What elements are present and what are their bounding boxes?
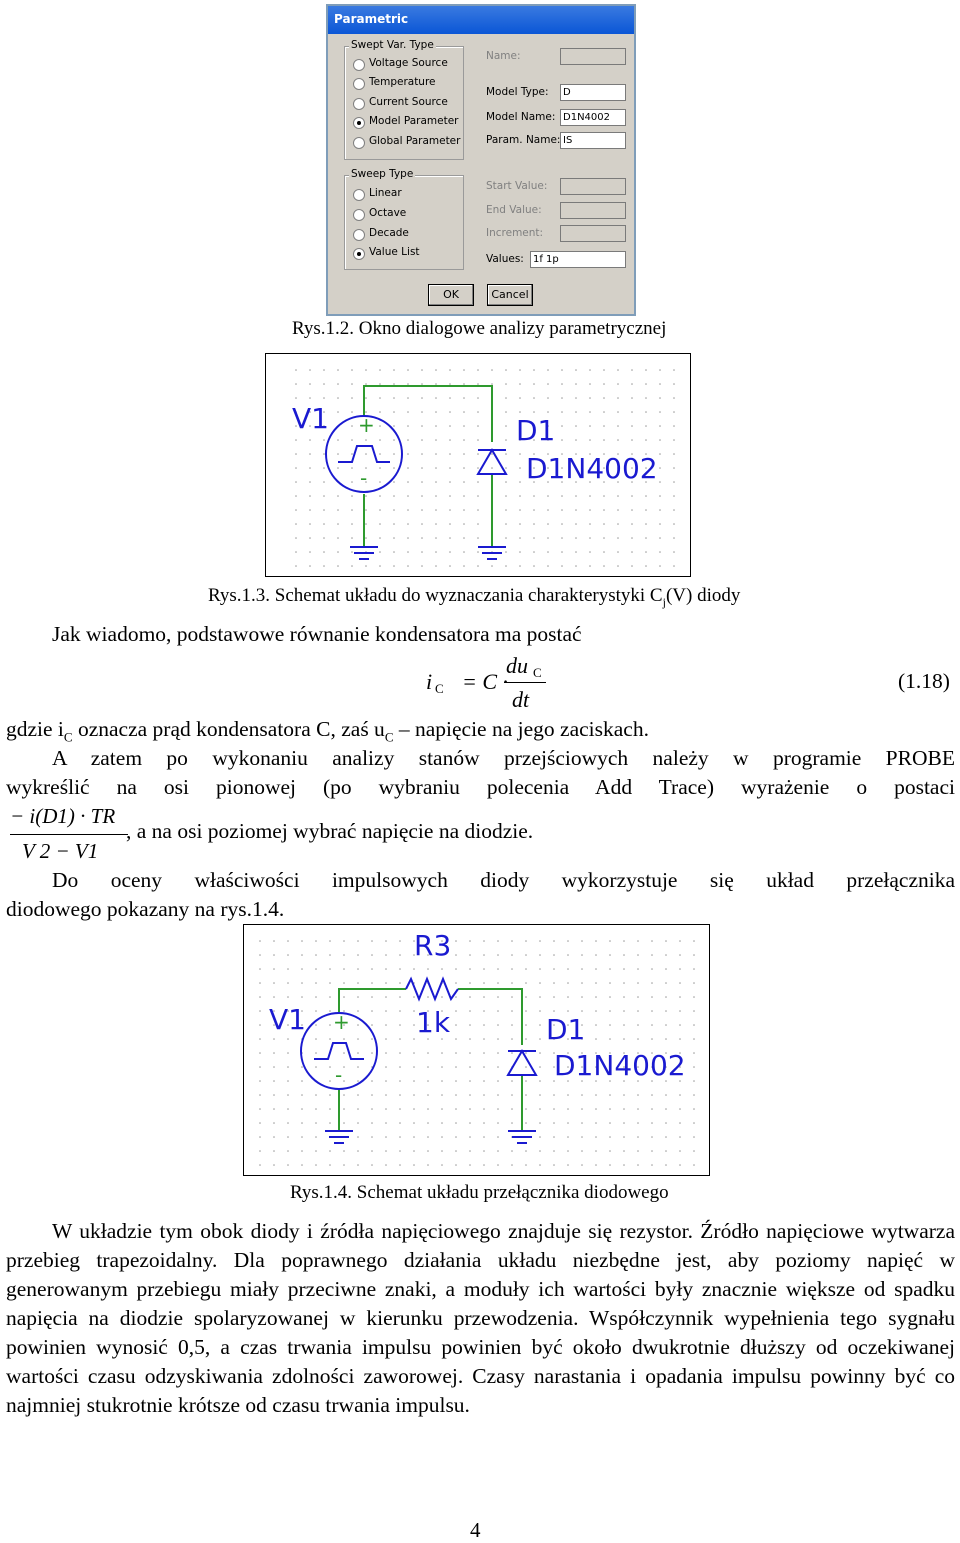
dialog-titlebar xyxy=(328,6,634,34)
schematic-1-drawing xyxy=(266,354,690,576)
svg-text:-: - xyxy=(360,466,368,490)
eq2-numerator: − i(D1) · TR xyxy=(10,804,116,828)
figure-caption-1-2: Rys.1.2. Okno dialogowe analizy parametrycznej xyxy=(292,318,667,339)
fraction-bar xyxy=(504,682,546,683)
svg-text:+: + xyxy=(358,413,375,437)
equation-1-18 xyxy=(426,655,566,717)
increment-label: Increment: xyxy=(486,227,544,239)
label-d1: D1 xyxy=(546,1013,586,1046)
swept-var-group xyxy=(344,39,464,160)
model-type-label: Model Type: xyxy=(486,86,549,98)
values-label: Values: xyxy=(486,253,524,265)
radio-label: Decade xyxy=(369,227,409,239)
para2-line2: diodowego pokazany na rys.1.4. xyxy=(6,897,285,921)
radio-value-list[interactable] xyxy=(353,248,365,260)
t: – napięcie na jego zaciskach. xyxy=(393,717,649,741)
intro-line: Jak wiadomo, podstawowe równanie kondensatora ma postać xyxy=(52,622,582,646)
dialog-title: Parametric xyxy=(334,12,409,26)
label-d1n4002: D1N4002 xyxy=(554,1049,686,1082)
label-v1: V1 xyxy=(292,402,329,435)
radio-label: Temperature xyxy=(369,76,436,88)
svg-text:+: + xyxy=(333,1010,350,1034)
eq2-denominator: V 2 − V1 xyxy=(22,839,99,863)
radio-temperature[interactable] xyxy=(353,78,365,90)
cancel-button[interactable]: Cancel xyxy=(487,284,533,306)
radio-linear[interactable] xyxy=(353,189,365,201)
radio-model-parameter[interactable] xyxy=(353,117,365,129)
t: gdzie i xyxy=(6,717,64,741)
equation-trace-expression xyxy=(6,802,136,868)
page-number: 4 xyxy=(470,1518,481,1542)
caption-sub: j xyxy=(662,594,666,609)
figure-caption-1-3 xyxy=(208,585,740,610)
label-d1n4002: D1N4002 xyxy=(526,452,658,485)
t-sub: C xyxy=(63,729,73,745)
sweep-type-group xyxy=(344,168,464,270)
param-name-label: Param. Name: xyxy=(486,134,561,146)
caption-text: (V) diody xyxy=(665,585,741,606)
parametric-dialog xyxy=(326,4,636,316)
t: oznacza prąd kondensatora C, zaś u xyxy=(72,717,385,741)
model-type-input[interactable]: D xyxy=(560,84,626,101)
radio-label: Model Parameter xyxy=(369,115,459,127)
radio-label: Octave xyxy=(369,207,407,219)
eq-numerator: du xyxy=(506,653,528,678)
radio-octave[interactable] xyxy=(353,209,365,221)
radio-label: Voltage Source xyxy=(369,57,448,69)
schematic-diode-switch xyxy=(243,924,710,1176)
values-input[interactable]: 1f 1p xyxy=(530,251,626,268)
radio-global-parameter[interactable] xyxy=(353,137,365,149)
paragraph-3: W układzie tym obok diody i źródła napięciowego znajduje się rezystor. Źródło napięciowe wytwarza przebieg trapezoidalny. Dla poprawnego działania układu niezbędne jest, aby poziomy napięć w generowanym przebiegu miały przeciwne znaki, a moduły ich wartości były znacznie większe od spadku napięcia na diodzie spolaryzowanej w kierunku przewodzenia. Współczynnik wypełnienia tego sygnału powinien wynosić 0,5, a czas trwania impulsu powinien być około dwukrotnie dłuższy od oczekiwanej wartości czasu odzyskiwania zdolności zaworowej. Czasy narastania i opadania impulsu powinny być co najmniej stukrotnie krótsze od czasu trwania impulsu. xyxy=(6,1219,955,1417)
ok-button[interactable]: OK xyxy=(428,284,474,306)
radio-label: Linear xyxy=(369,187,402,199)
model-name-input[interactable]: D1N4002 xyxy=(560,109,626,126)
label-1k: 1k xyxy=(416,1006,451,1039)
end-value-input xyxy=(560,202,626,219)
para1-after: , a na osi poziomej wybrać napięcie na diodzie. xyxy=(126,819,534,843)
sweep-type-legend: Sweep Type xyxy=(351,168,414,180)
schematic-2-drawing xyxy=(244,925,709,1175)
radio-voltage-source[interactable] xyxy=(353,59,365,71)
fraction-bar xyxy=(10,834,128,835)
eq-lhs-sub: C xyxy=(435,681,444,696)
radio-decade[interactable] xyxy=(353,229,365,241)
radio-current-source[interactable] xyxy=(353,98,365,110)
para2-line1: Do oceny właściwości impulsowych diody wykorzystuje się układ przełącznika xyxy=(52,868,955,892)
start-value-input xyxy=(560,178,626,195)
t-sub: C xyxy=(384,729,394,745)
swept-var-legend: Swept Var. Type xyxy=(351,39,434,51)
svg-text:-: - xyxy=(335,1063,343,1087)
eq-numerator-sub: C xyxy=(533,665,542,680)
para1-line1: A zatem po wykonaniu analizy stanów przejściowych należy w programie PROBE xyxy=(52,746,955,770)
end-value-label: End Value: xyxy=(486,204,542,216)
where-line xyxy=(6,717,649,745)
name-input xyxy=(560,48,626,65)
eq-lhs: i xyxy=(426,669,433,694)
eq-denominator: dt xyxy=(512,687,530,712)
label-v1: V1 xyxy=(269,1003,306,1036)
para1-line2: wykreślić na osi pionowej (po wybraniu polecenia Add Trace) wyrażenie o postaci xyxy=(6,775,955,799)
radio-label: Current Source xyxy=(369,96,448,108)
param-name-input[interactable]: IS xyxy=(560,132,626,149)
schematic-cj-measurement xyxy=(265,353,691,577)
radio-label: Value List xyxy=(369,246,420,258)
eq-sign: = C · xyxy=(462,669,509,694)
radio-label: Global Parameter xyxy=(369,135,461,147)
equation-number: (1.18) xyxy=(898,669,950,693)
increment-input xyxy=(560,225,626,242)
name-label: Name: xyxy=(486,50,521,62)
model-name-label: Model Name: xyxy=(486,111,556,123)
label-d1: D1 xyxy=(516,414,556,447)
start-value-label: Start Value: xyxy=(486,180,548,192)
caption-text: Rys.1.3. Schemat układu do wyznaczania charakterystyki C xyxy=(208,585,663,606)
label-r3: R3 xyxy=(414,929,452,962)
figure-caption-1-4: Rys.1.4. Schemat układu przełącznika diodowego xyxy=(290,1182,669,1203)
